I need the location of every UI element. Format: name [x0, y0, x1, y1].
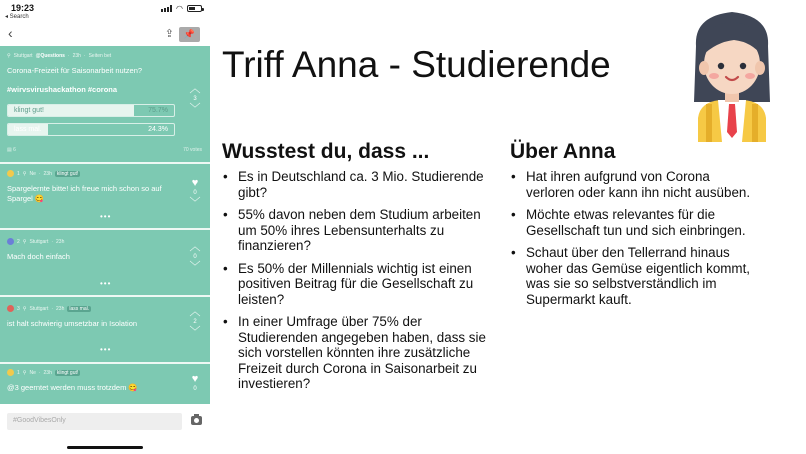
reply-meta: 1 ⚲ Ne · 23h klingt gut!: [7, 369, 80, 376]
right-heading: Über Anna: [510, 140, 616, 163]
poll-option-yes[interactable]: [7, 104, 175, 117]
reply-number: 3: [17, 305, 20, 312]
share-icon[interactable]: ⇪: [164, 28, 174, 40]
reply-vote: [188, 178, 202, 208]
list-item: • 55% davon neben dem Studium arbeiten um 50% ihres Lebensunterhalts zu finanzieren?: [222, 207, 492, 254]
reply-meta: 2 ⚲ Stuttgart · 23h: [7, 238, 64, 245]
upvote-icon[interactable]: ︿: [189, 306, 201, 318]
eye-left: [718, 63, 724, 69]
ear-left: [699, 61, 709, 75]
reply-location: Ne: [29, 369, 36, 376]
heart-icon[interactable]: ♥: [191, 177, 199, 189]
phone-screen: [0, 0, 210, 454]
reply-tag: lass mal.: [69, 305, 90, 312]
battery-icon: [187, 5, 202, 12]
list-item: • In einer Umfrage über 75% der Studierenden angegeben haben, dass sie sich vorstellen könnten ihre zusätzliche Freizeit durch Corona in Saisonarbeit zu investieren?: [222, 314, 492, 392]
strap-right: [752, 104, 758, 142]
poll-option-percent: 75.7%: [148, 107, 168, 114]
pin-icon[interactable]: 📌: [179, 27, 200, 42]
reply-avatar: [7, 238, 14, 245]
reply-avatar: [7, 305, 14, 312]
reply-number: 1: [17, 170, 20, 177]
reply-location: Stuttgart: [29, 238, 49, 245]
status-bar: [0, 0, 210, 22]
reply-vote: [188, 242, 202, 272]
reply-time: 23h: [56, 238, 65, 245]
reply-tag: klingt gut!: [56, 369, 79, 376]
question-vote-count: 3: [193, 96, 197, 102]
list-item: • Schaut über den Tellerrand hinaus woher das Gemüse eigentlich kommt, was sie so selbstverständlich im Supermarkt kauft.: [510, 245, 760, 307]
poll-option-label: klingt gut!: [14, 107, 44, 114]
reply-vote-count: 0: [193, 190, 197, 196]
status-icons: [161, 5, 202, 12]
question-title: Corona-Freizeit für Saisonarbeit nutzen?: [7, 66, 143, 75]
reply-tag: klingt gut!: [56, 170, 79, 177]
back-chevron-icon[interactable]: ‹: [8, 25, 13, 41]
upvote-icon[interactable]: ︿: [189, 83, 201, 95]
reply-vote-count: 0: [193, 254, 197, 260]
reply-card: [0, 164, 210, 230]
eye-right: [740, 63, 746, 69]
poll-option-percent: 24.3%: [148, 126, 168, 133]
nav-bar: [0, 24, 210, 46]
wifi-icon: ◠: [176, 4, 183, 13]
more-options-icon[interactable]: •••: [100, 279, 112, 288]
reply-card: [0, 297, 210, 364]
reply-avatar: [7, 369, 14, 376]
poll-option-no[interactable]: [7, 123, 175, 136]
more-options-icon[interactable]: •••: [100, 212, 112, 221]
reply-meta: 3 ⚲ Stuttgart · 23h lass mal.: [7, 305, 91, 312]
downvote-icon[interactable]: ﹀: [189, 261, 201, 273]
reply-text: Mach doch einfach: [7, 252, 70, 261]
question-channel[interactable]: @Questions: [35, 53, 65, 59]
cheek-left: [709, 73, 719, 79]
strap-left: [706, 104, 712, 142]
location-pin-icon: ⚲: [22, 369, 27, 376]
home-indicator[interactable]: [67, 446, 143, 449]
list-item: • Hat ihren aufgrund von Corona verloren oder kann ihn nicht ausüben.: [510, 169, 760, 200]
reply-card: [0, 230, 210, 297]
reply-time: 23h: [43, 170, 52, 177]
reply-meta: 1 ⚲ Ne · 23h klingt gut!: [7, 170, 80, 177]
list-item: • Es 50% der Millennials wichtig ist einen positiven Beitrag für die Gesellschaft zu leisten?: [222, 261, 492, 308]
reply-number: 2: [17, 238, 20, 245]
question-vote: [188, 84, 202, 114]
reply-vote: [188, 374, 202, 394]
downvote-icon[interactable]: ﹀: [189, 197, 201, 209]
right-bullet-list: [510, 169, 760, 314]
reply-location: Ne: [29, 170, 36, 177]
location-pin-icon: ⚲: [22, 170, 27, 177]
reply-text: @3 geerntet werden muss trotzdem 😋: [7, 383, 138, 392]
location-pin-icon: ⚲: [22, 238, 27, 245]
reply-number: 1: [17, 369, 20, 376]
status-time: 19:23: [11, 3, 35, 13]
list-item: • Möchte etwas relevantes für die Gesellschaft tun und sich einbringen.: [510, 207, 760, 238]
reply-location: Stuttgart: [29, 305, 49, 312]
heart-icon[interactable]: ♥: [191, 373, 199, 385]
reply-vote-count: 0: [193, 386, 197, 392]
question-hashtags[interactable]: #wirvsvirushackathon #corona: [7, 85, 118, 94]
ear-right: [755, 61, 765, 75]
reply-vote: [188, 307, 202, 337]
slide-title: Triff Anna - Studierende: [222, 44, 611, 85]
comment-count: ▤ 6: [7, 147, 16, 153]
left-bullet-list: [222, 169, 492, 399]
question-meta: ⚲ Stuttgart @Questions · 23h · Seiten bet: [7, 53, 112, 59]
location-pin-icon: ⚲: [7, 53, 11, 59]
downvote-icon[interactable]: ﹀: [189, 103, 201, 115]
location-pin-icon: ⚲: [22, 305, 27, 312]
reply-avatar: [7, 170, 14, 177]
camera-icon[interactable]: [191, 416, 202, 425]
signal-icon: [161, 5, 172, 12]
reply-vote-count: 2: [193, 319, 197, 325]
thread-feed: [0, 46, 210, 404]
reply-time: 23h: [56, 305, 65, 312]
reply-text: Spargelernte bitte! ich freue mich schon so auf Spargel 😋: [7, 184, 162, 203]
cheek-right: [745, 73, 755, 79]
list-item: • Es in Deutschland ca. 3 Mio. Studierende gibt?: [222, 169, 492, 200]
reply-time: 23h: [43, 369, 52, 376]
student-avatar-icon: [680, 6, 784, 142]
composer-bar: [0, 406, 210, 436]
reply-text: ist halt schwierig umsetzbar in Isolation: [7, 319, 138, 328]
back-to-search-link[interactable]: ◂ Search: [5, 14, 29, 20]
poll-option-label: lass mal.: [14, 126, 42, 133]
reply-input[interactable]: #GoodVibesOnly: [7, 413, 182, 430]
left-heading: Wusstest du, dass ...: [222, 140, 430, 163]
downvote-icon[interactable]: ﹀: [189, 326, 201, 338]
upvote-icon[interactable]: ︿: [189, 241, 201, 253]
question-location: Stuttgart: [13, 53, 33, 59]
votes-footer: 70 votes: [183, 147, 202, 153]
question-extra: Seiten bet: [88, 53, 112, 59]
reply-card: [0, 364, 210, 404]
question-card: [0, 46, 210, 164]
question-time: 23h: [72, 53, 81, 59]
more-options-icon[interactable]: •••: [100, 345, 112, 354]
